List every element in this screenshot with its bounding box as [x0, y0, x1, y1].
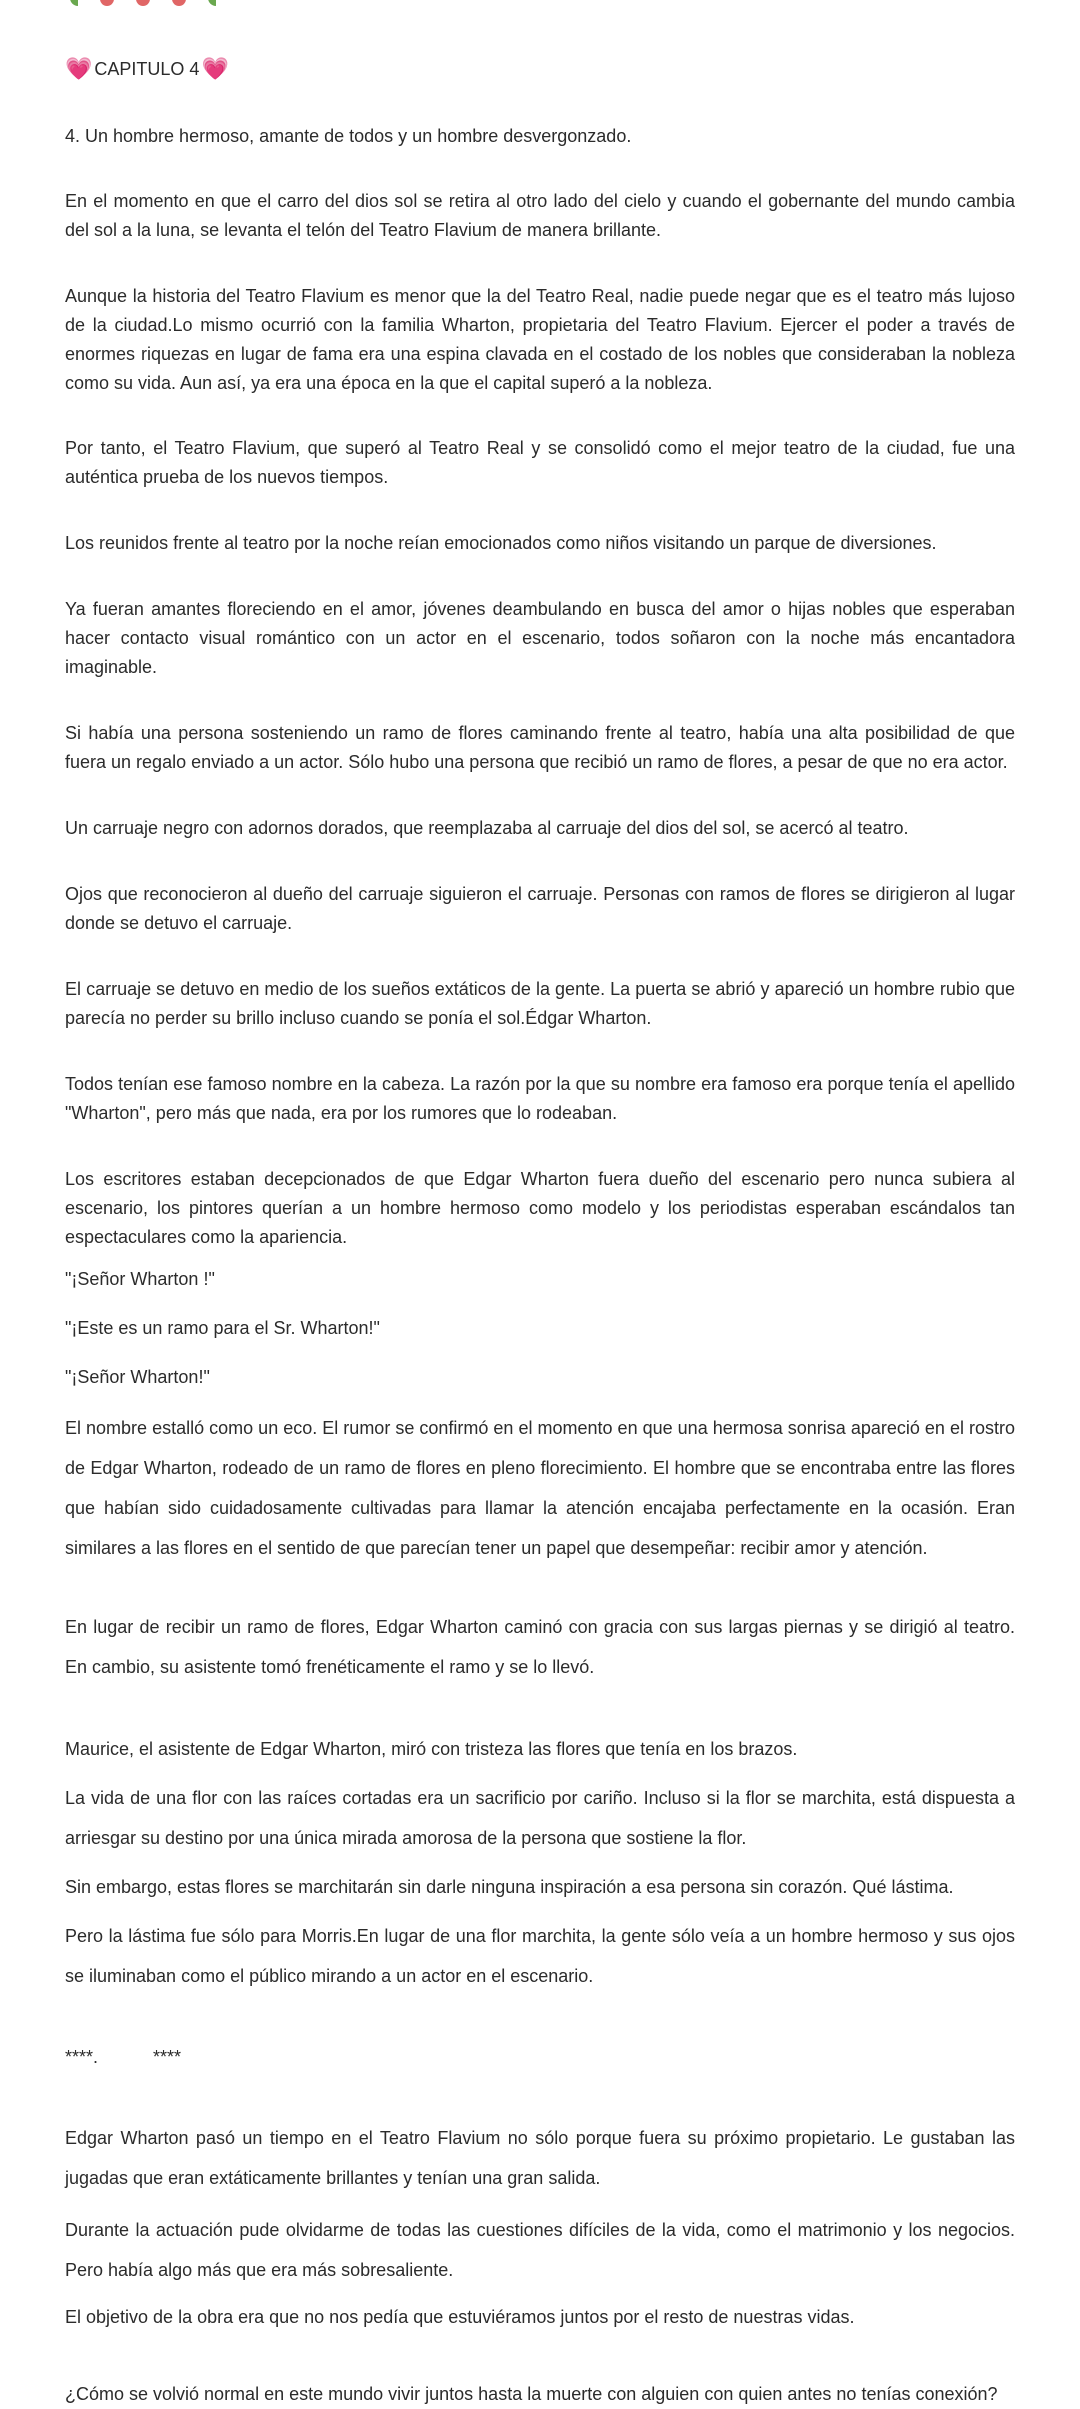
paragraph: Durante la actuación pude olvidarme de todas las cuestiones difíciles de la vida, como el matrimonio y los negocios. Pero había algo más que era más sobresaliente.	[65, 2220, 1015, 2280]
paragraph: Pero la lástima fue sólo para Morris.En lugar de una flor marchita, la gente sólo veía a un hombre hermoso y sus ojos se iluminaban como el público mirando a un actor en el escenario.	[65, 1926, 1015, 1986]
paragraph: Si había una persona sosteniendo un ramo de flores caminando frente al teatro, había una alta posibilidad de que fuera un regalo enviado a un actor. Sólo hubo una persona que recibió un ramo de flores, a pesar de que no era actor.	[65, 723, 1015, 772]
paragraph: Los reunidos frente al teatro por la noche reían emocionados como niños visitando un parque de diversiones.	[65, 533, 937, 553]
paragraph: Por tanto, el Teatro Flavium, que superó al Teatro Real y se consolidó como el mejor teatro de la ciudad, fue una auténtica prueba de los nuevos tiempos.	[65, 438, 1015, 487]
paragraph: Aunque la historia del Teatro Flavium es menor que la del Teatro Real, nadie puede negar que es el teatro más lujoso de la ciudad.Lo mismo ocurrió con la familia Wharton, propietaria del Teatro Flavium. Ejercer el poder a través de enormes riquezas en lugar de fama era una espina clavada en el costado de los nobles que consideraban la nobleza como su vida. Aun así, ya era una época en la que el capital superó a la nobleza.	[65, 286, 1015, 393]
paragraph: Ojos que reconocieron al dueño del carruaje siguieron el carruaje. Personas con ramos de flores se dirigieron al lugar donde se detuvo el carruaje.	[65, 884, 1015, 933]
chapter-heading	[65, 56, 229, 82]
leaf-icon	[208, 0, 216, 6]
paragraph: Maurice, el asistente de Edgar Wharton, miró con tristeza las flores que tenía en los brazos.	[65, 1739, 798, 1759]
paragraph: En el momento en que el carro del dios sol se retira al otro lado del cielo y cuando el gobernante del mundo cambia del sol a la luna, se levanta el telón del Teatro Flavium de manera brillante.	[65, 191, 1015, 240]
paragraph: Sin embargo, estas flores se marchitarán sin darle ninguna inspiración a esa persona sin corazón. Qué lástima.	[65, 1877, 954, 1897]
flower-icon	[100, 0, 114, 6]
paragraph: Edgar Wharton pasó un tiempo en el Teatro Flavium no sólo porque fuera su próximo propietario. Le gustaban las jugadas que eran extáticamente brillantes y tenían una gran salida.	[65, 2128, 1015, 2188]
pink-heart-icon: 💗	[201, 56, 229, 81]
flower-icon	[172, 0, 186, 6]
chapter-title: CAPITULO 4	[94, 59, 200, 79]
paragraph: La vida de una flor con las raíces cortadas era un sacrificio por cariño. Incluso si la flor se marchita, está dispuesta a arriesgar su destino por una única mirada amorosa de la persona que sostiene la flor.	[65, 1788, 1015, 1848]
flower-decoration	[70, 0, 216, 6]
paragraph: Un carruaje negro con adornos dorados, que reemplazaba al carruaje del dios del sol, se acercó al teatro.	[65, 818, 909, 838]
paragraph: Los escritores estaban decepcionados de que Edgar Wharton fuera dueño del escenario pero nunca subiera al escenario, los pintores querían a un hombre hermoso como modelo y los periodistas esperaban escándalos tan espectaculares como la apariencia.	[65, 1169, 1015, 1247]
paragraph-cutoff: ¿Cómo se volvió normal en este mundo vivir juntos hasta la muerte con alguien con quien antes no tenías conexión?	[65, 2384, 998, 2404]
document-page	[65, 0, 1015, 2404]
flower-icon	[136, 0, 150, 6]
paragraph: Todos tenían ese famoso nombre en la cabeza. La razón por la que su nombre era famoso era porque tenía el apellido "Wharton", pero más que nada, era por los rumores que lo rodeaban.	[65, 1074, 1015, 1123]
leaf-icon	[70, 0, 78, 6]
paragraph: 4. Un hombre hermoso, amante de todos y un hombre desvergonzado.	[65, 126, 632, 146]
paragraph: El nombre estalló como un eco. El rumor se confirmó en el momento en que una hermosa sonrisa apareció en el rostro de Edgar Wharton, rodeado de un ramo de flores en pleno florecimiento. El hombre que se encontraba entre las flores que habían sido cuidadosamente cultivadas para llamar la atención encajaba perfectamente en la ocasión. Eran similares a las flores en el sentido de que parecían tener un papel que desempeñar: recibir amor y atención.	[65, 1418, 1015, 1558]
paragraph: Ya fueran amantes floreciendo en el amor, jóvenes deambulando en busca del amor o hijas nobles que esperaban hacer contacto visual romántico con un actor en el escenario, todos soñaron con la noche más encantadora imaginable.	[65, 599, 1015, 677]
section-separator: ****. ****	[65, 2047, 182, 2067]
paragraph: El objetivo de la obra era que no nos pedía que estuviéramos juntos por el resto de nuestras vidas.	[65, 2307, 855, 2327]
dialogue-line: "¡Este es un ramo para el Sr. Wharton!"	[65, 1318, 380, 1338]
pink-heart-icon: 💗	[65, 56, 93, 81]
dialogue-line: "¡Señor Wharton!"	[65, 1367, 210, 1387]
paragraph: El carruaje se detuvo en medio de los sueños extáticos de la gente. La puerta se abrió y apareció un hombre rubio que parecía no perder su brillo incluso cuando se ponía el sol.Édgar Wharton.	[65, 979, 1015, 1028]
paragraph: En lugar de recibir un ramo de flores, Edgar Wharton caminó con gracia con sus largas piernas y se dirigió al teatro. En cambio, su asistente tomó frenéticamente el ramo y se lo llevó.	[65, 1617, 1015, 1677]
dialogue-line: "¡Señor Wharton !"	[65, 1269, 215, 1289]
